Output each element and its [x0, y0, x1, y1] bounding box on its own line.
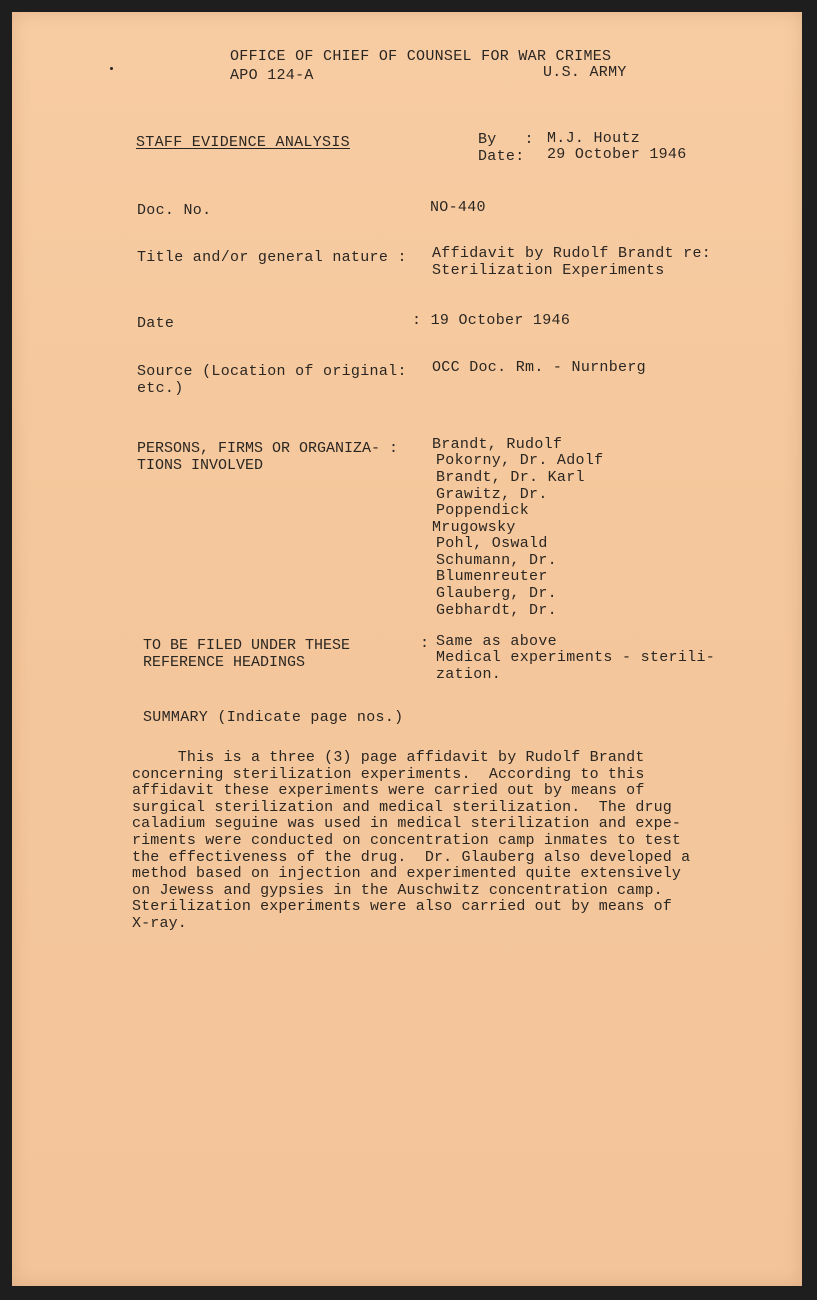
title-value-line1: Affidavit by Rudolf Brandt re: — [432, 245, 712, 262]
document-date-label: Date — [137, 315, 175, 332]
stray-mark — [110, 67, 113, 70]
document-date-value: : 19 October 1946 — [412, 312, 571, 329]
person-entry: Glauberg, Dr. — [436, 585, 557, 602]
person-entry: Poppendick — [436, 502, 530, 519]
file-under-value-line3: zation. — [436, 666, 502, 683]
army-label: U.S. ARMY — [543, 64, 627, 81]
file-under-value-line2: Medical experiments - sterili- — [436, 649, 716, 666]
file-under-colon: : — [420, 635, 430, 652]
summary-line: This is a three (3) page affidavit by Rudolf Brandt — [132, 749, 645, 766]
person-entry: Brandt, Rudolf — [432, 436, 563, 453]
summary-line: X-ray. — [132, 914, 187, 932]
doc-no-label: Doc. No. — [137, 202, 212, 219]
persons-label-line2: TIONS INVOLVED — [137, 457, 264, 474]
person-entry: Grawitz, Dr. — [436, 486, 548, 503]
summary-line: the effectiveness of the drug. Dr. Glauberg also developed a — [132, 848, 691, 866]
person-entry: Gebhardt, Dr. — [436, 602, 557, 619]
analysis-title: STAFF EVIDENCE ANALYSIS — [136, 134, 350, 151]
file-under-value-line1: Same as above — [436, 633, 557, 650]
summary-line: on Jewess and gypsies in the Auschwitz concentration camp. — [132, 881, 663, 899]
doc-no-value: NO-440 — [430, 199, 486, 216]
file-under-label-line2: REFERENCE HEADINGS — [143, 654, 306, 671]
person-entry: Schumann, Dr. — [436, 552, 557, 569]
summary-line: affidavit these experiments were carried out by means of — [132, 782, 645, 800]
date-label: Date: — [478, 148, 525, 165]
analyst-name: M.J. Houtz — [547, 130, 641, 147]
source-label-line2: etc.) — [137, 380, 184, 397]
summary-line: riments were conducted on concentration camp inmates to test — [132, 831, 682, 849]
persons-label-line1: PERSONS, FIRMS OR ORGANIZA- : — [137, 440, 399, 457]
title-label: Title and/or general nature : — [137, 249, 407, 266]
by-label: By : — [478, 131, 534, 148]
summary-heading: SUMMARY (Indicate page nos.) — [143, 709, 404, 726]
summary-line: concerning sterilization experiments. According to this — [132, 765, 645, 783]
summary-line: Sterilization experiments were also carried out by means of — [132, 898, 672, 916]
office-heading: OFFICE OF CHIEF OF COUNSEL FOR WAR CRIMES — [230, 48, 612, 65]
person-entry: Pohl, Oswald — [436, 535, 548, 552]
person-entry: Pokorny, Dr. Adolf — [436, 452, 604, 469]
source-value: OCC Doc. Rm. - Nurnberg — [432, 359, 646, 376]
title-value-line2: Sterilization Experiments — [432, 262, 665, 279]
analysis-date: 29 October 1946 — [547, 146, 687, 163]
file-under-label-line1: TO BE FILED UNDER THESE — [143, 637, 351, 654]
summary-line: caladium seguine was used in medical sterilization and expe- — [132, 815, 682, 833]
source-label-line1: Source (Location of original: — [137, 363, 407, 380]
document-page — [12, 12, 802, 1286]
summary-line: method based on injection and experimented quite extensively — [132, 865, 682, 883]
person-entry: Mrugowsky — [432, 519, 516, 536]
person-entry: Brandt, Dr. Karl — [436, 469, 585, 486]
person-entry: Blumenreuter — [436, 568, 548, 585]
summary-text — [0, 749, 691, 933]
apo-number: APO 124-A — [230, 67, 314, 84]
summary-line: surgical sterilization and medical sterilization. The drug — [132, 798, 672, 816]
